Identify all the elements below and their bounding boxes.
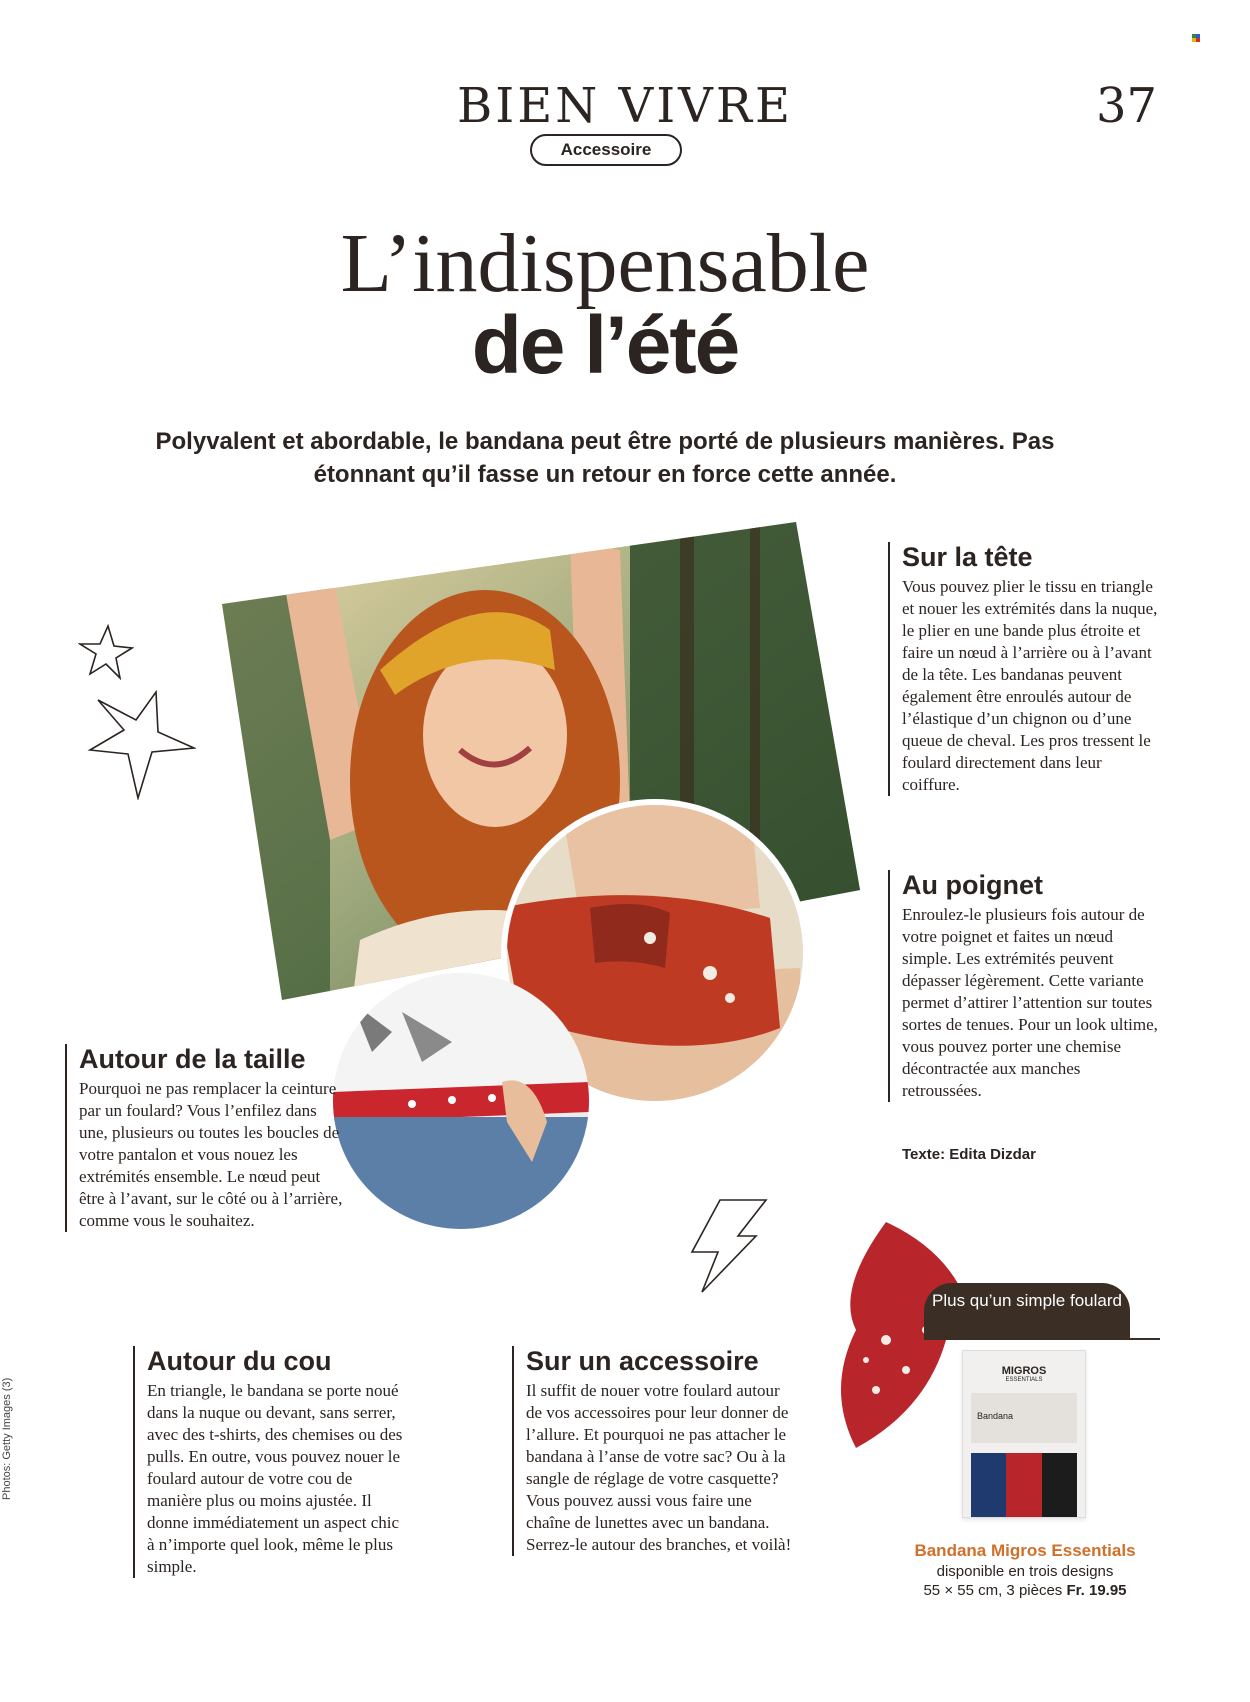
corner-mark-icon bbox=[1192, 34, 1200, 42]
badge-divider bbox=[924, 1338, 1160, 1340]
section-body: Enroulez-le plusieurs fois autour de votre poignet et faites un nœud simple. Les extrémités peuvent dépasser légèrement. Cette variante permet d’attirer l’attention sur toutes sortes de tenues. Pour un look ultime, vous pouvez porter une chemise décontractée aux manches retroussées. bbox=[902, 905, 1158, 1100]
product-size-price bbox=[880, 1582, 1170, 1599]
product-badge: Plus qu’un simple foulard bbox=[924, 1283, 1130, 1339]
section-heading: Sur un accessoire bbox=[526, 1346, 759, 1376]
section-body: Vous pouvez plier le tissu en triangle et nouer les extrémités dans la nuque, le plier en une bande plus étroite et faire un nœud à l’arrière ou à l’avant de la tête. Les bandanas peuvent également être enroulés autour de l’élastique d’un chignon ou d’une queue de cheval. Les pros tressent le foulard directement dans leur coiffure. bbox=[902, 577, 1158, 794]
section-autour-de-la-taille bbox=[65, 1044, 349, 1232]
author-credit: Texte: Edita Dizdar bbox=[902, 1146, 1036, 1163]
bandana-blue-swatch bbox=[971, 1453, 1006, 1517]
rubric-title: BIEN VIVRE bbox=[457, 78, 793, 134]
package-brand-sub: ESSENTIALS bbox=[1005, 1377, 1043, 1383]
lightning-bolt-icon bbox=[690, 1198, 770, 1294]
small-star-icon bbox=[78, 624, 134, 680]
waist-bandana-photo bbox=[332, 972, 590, 1230]
section-body: En triangle, le bandana se porte noué dans la nuque ou devant, sans serrer, avec des t-shirts, des chemises ou des pulls. En outre, vous pouvez nouer le foulard autour de votre cou de manière plus ou moins ajustée. Il donne immédiatement un aspect chic à n’importe quel look, même le plus simple. bbox=[147, 1381, 403, 1576]
section-heading: Sur la tête bbox=[902, 542, 1033, 572]
product-designs: disponible en trois designs bbox=[936, 1563, 1114, 1580]
large-star-icon bbox=[86, 690, 196, 800]
headline-line1: L’indispensable bbox=[340, 217, 870, 310]
section-sur-un-accessoire bbox=[512, 1346, 796, 1556]
section-heading: Au poignet bbox=[902, 870, 1043, 900]
package-brand: MIGROS bbox=[1001, 1365, 1047, 1377]
headline-line2: de l’été bbox=[471, 300, 739, 391]
product-price: Fr. 19.95 bbox=[1066, 1582, 1127, 1599]
product-name: Bandana Migros Essentials bbox=[914, 1541, 1136, 1560]
product-package bbox=[962, 1350, 1086, 1518]
section-body: Pourquoi ne pas remplacer la ceinture par un foulard? Vous l’enfilez dans une, plusieurs ou toutes les boucles de votre pantalon et vous nouez les extrémités ensemble. Le nœud peut être à l’avant, sur le côté ou à l’arrière, comme vous le souhaitez. bbox=[79, 1079, 343, 1230]
package-label: Bandana bbox=[977, 1411, 1014, 1421]
section-au-poignet bbox=[888, 870, 1164, 1102]
section-heading: Autour de la taille bbox=[79, 1044, 306, 1074]
section-sur-la-tete bbox=[888, 542, 1162, 796]
section-autour-du-cou bbox=[133, 1346, 409, 1578]
category-tag: Accessoire bbox=[530, 134, 682, 166]
photo-credit: Photos: Getty Images (3) bbox=[1, 1377, 13, 1500]
bandana-red-swatch bbox=[1006, 1453, 1041, 1517]
bandana-black-swatch bbox=[1042, 1453, 1077, 1517]
section-body: Il suffit de nouer votre foulard autour de vos accessoires pour leur donner de l’allure. Et pourquoi ne pas attacher le bandana à l’anse de votre sac? Ou à la sangle de réglage de votre casquette? Vous pouvez aussi vous faire une chaîne de lunettes avec un bandana. Serrez-le autour des branches, et voilà! bbox=[526, 1381, 792, 1554]
page-number: 37 bbox=[1096, 78, 1158, 134]
lead-paragraph: Polyvalent et abordable, le bandana peut être porté de plusieurs manières. Pas étonnant qu’il fasse un retour en force cette année. bbox=[155, 428, 1055, 488]
section-heading: Autour du cou bbox=[147, 1346, 332, 1376]
product-size: 55 × 55 cm, 3 pièces bbox=[923, 1582, 1063, 1599]
